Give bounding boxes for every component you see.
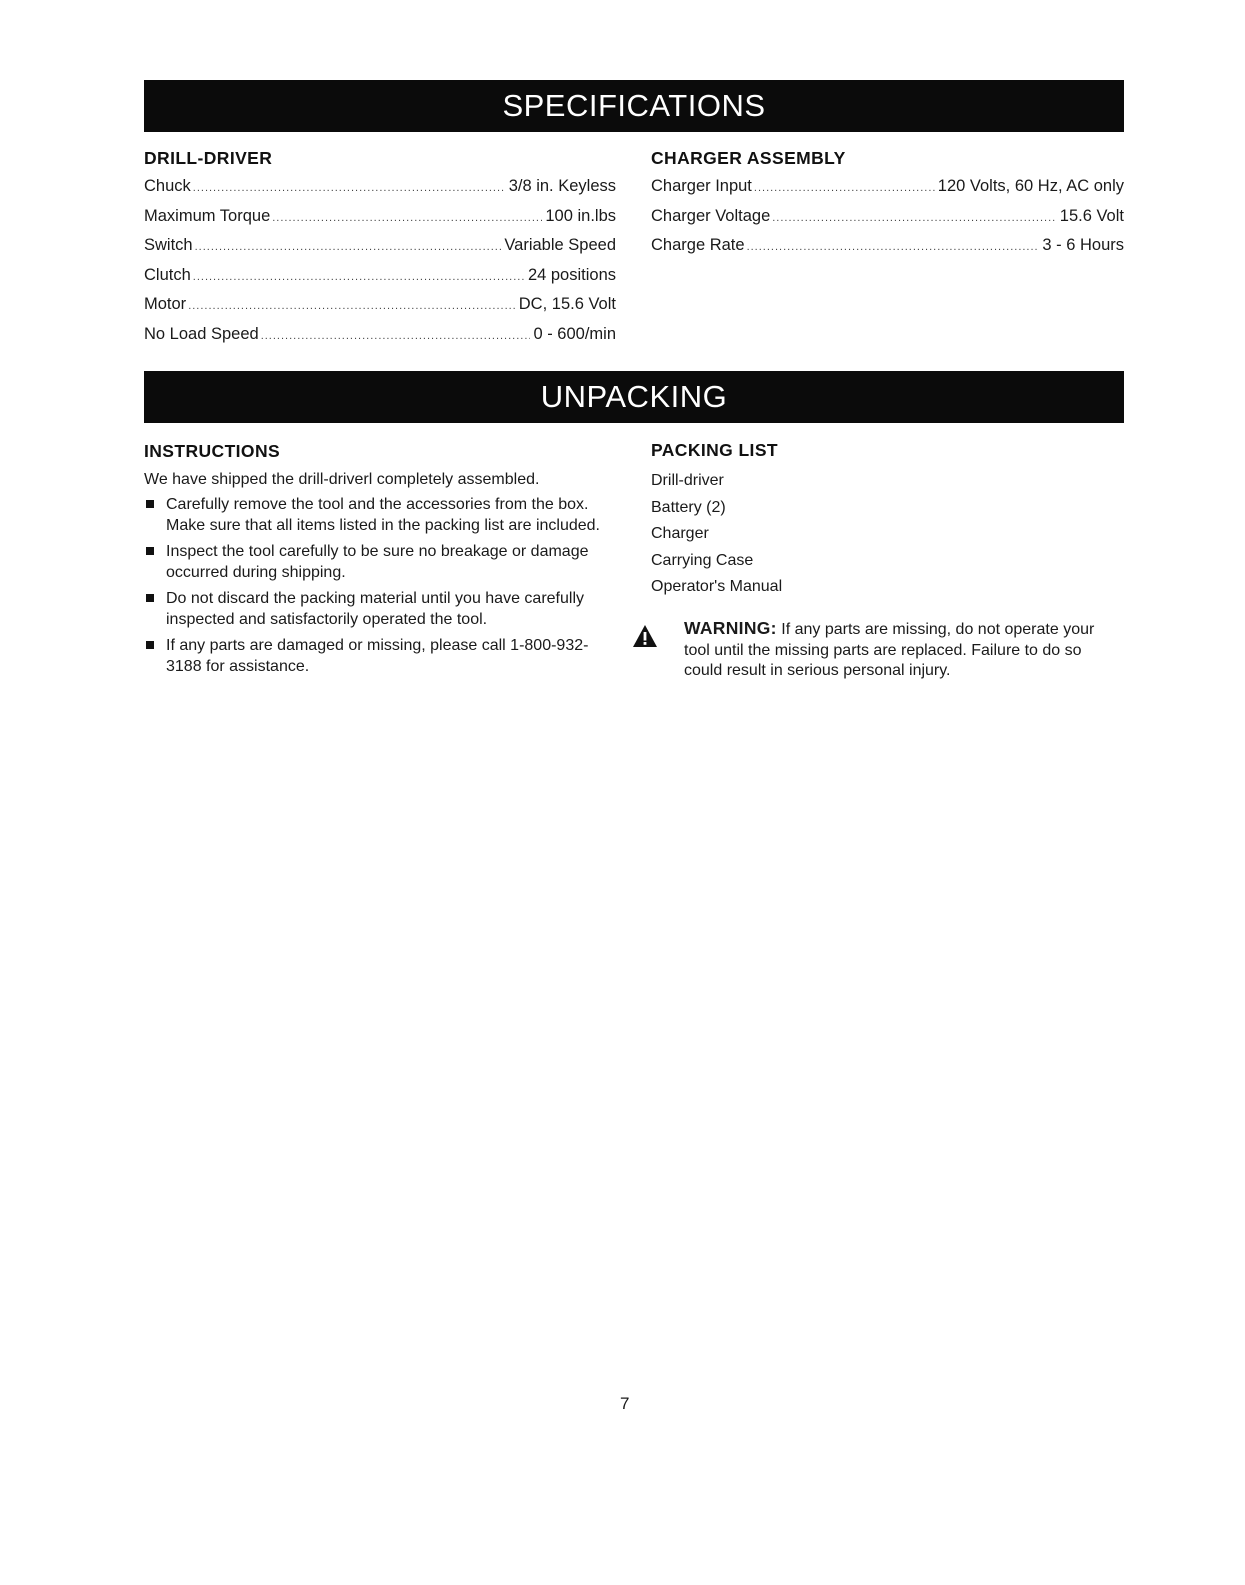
instruction-bullet: [144, 494, 624, 536]
specifications-banner: [144, 80, 1124, 132]
square-bullet-icon: [146, 594, 154, 602]
instruction-text: If any parts are damaged or missing, please call 1-800-932-3188 for assistance.: [166, 637, 589, 675]
warning-triangle-icon: [632, 618, 684, 682]
dot-leader: [261, 330, 531, 342]
instructions-intro: We have shipped the drill-driverl completely assembled.: [144, 471, 540, 488]
spec-label: Charger Voltage: [651, 206, 771, 225]
spec-label: Switch: [144, 236, 193, 255]
spec-value: DC, 15.6 Volt: [518, 295, 616, 314]
packing-list-item: Drill-driver: [651, 472, 724, 490]
spec-value: 15.6 Volt: [1059, 206, 1124, 225]
spec-value: 3/8 in. Keyless: [508, 177, 616, 196]
instruction-bullet: [144, 541, 624, 583]
spec-value: 3 - 6 Hours: [1042, 236, 1124, 255]
charger-assembly-heading: CHARGER ASSEMBLY: [651, 148, 846, 168]
instructions-heading: INSTRUCTIONS: [144, 441, 281, 461]
instruction-text: Do not discard the packing material until you have carefully inspected and satisfactorily operated the tool.: [166, 590, 584, 628]
spec-label: Clutch: [144, 265, 191, 284]
spec-value: Variable Speed: [504, 236, 616, 255]
square-bullet-icon: [146, 547, 154, 555]
unpacking-title: UNPACKING: [540, 379, 728, 414]
spec-value: 100 in.lbs: [545, 206, 616, 225]
packing-list-item: Battery (2): [651, 498, 726, 516]
spec-value: 0 - 600/min: [533, 324, 616, 343]
spec-value: 24 positions: [527, 265, 616, 284]
packing-list-item: Operator's Manual: [651, 578, 783, 596]
charger-assembly-specs: [651, 149, 1124, 266]
specifications-title: SPECIFICATIONS: [502, 88, 766, 123]
dot-leader: [193, 271, 525, 283]
dot-leader: [747, 241, 1040, 253]
unpacking-banner: [144, 371, 1124, 423]
spec-label: Chuck: [144, 177, 191, 196]
spec-label: No Load Speed: [144, 324, 259, 343]
packing-list-heading: PACKING LIST: [651, 440, 778, 460]
packing-list-item: Charger: [651, 525, 709, 543]
spec-row-charger-voltage: [651, 207, 1124, 237]
spec-row-chuck: [144, 177, 616, 207]
warning-label: WARNING:: [684, 618, 777, 638]
spec-row-charge-rate: [651, 236, 1124, 266]
spec-row-charger-input: [651, 177, 1124, 207]
instruction-text: Carefully remove the tool and the accessories from the box. Make sure that all items listed in the packing list are included.: [166, 496, 600, 534]
square-bullet-icon: [146, 641, 154, 649]
spec-label: Maximum Torque: [144, 206, 271, 225]
page-number: 7: [620, 1394, 630, 1413]
instruction-text: Inspect the tool carefully to be sure no breakage or damage occurred during shipping.: [166, 543, 589, 581]
packing-list-section: [651, 441, 1124, 601]
packing-list-item: Carrying Case: [651, 551, 754, 569]
spec-row-no-load-speed: [144, 325, 616, 355]
spec-row-motor: [144, 295, 616, 325]
warning-text-block: [684, 618, 1102, 682]
drill-driver-specs: [144, 149, 616, 354]
instruction-bullet: [144, 588, 624, 630]
dot-leader: [754, 182, 935, 194]
warning-block: [632, 618, 1102, 682]
square-bullet-icon: [146, 500, 154, 508]
spec-label: Charge Rate: [651, 236, 745, 255]
drill-driver-spec-list: [144, 177, 616, 354]
spec-row-switch: [144, 236, 616, 266]
spec-label: Charger Input: [651, 177, 752, 196]
spec-label: Motor: [144, 295, 187, 314]
drill-driver-heading: DRILL-DRIVER: [144, 148, 273, 168]
spec-row-clutch: [144, 266, 616, 296]
charger-spec-list: [651, 177, 1124, 266]
dot-leader: [772, 212, 1057, 224]
dot-leader: [188, 300, 516, 312]
spec-value: 120 Volts, 60 Hz, AC only: [937, 177, 1124, 196]
dot-leader: [272, 212, 542, 224]
instruction-bullet: [144, 635, 624, 677]
warning-message: If any parts are missing, do not operate your tool until the missing parts are replaced. Failure to do so could result in serious personal injury.: [684, 621, 1095, 679]
instructions-section: [144, 441, 624, 682]
dot-leader: [193, 182, 506, 194]
spec-row-maximum-torque: [144, 207, 616, 237]
dot-leader: [195, 241, 502, 253]
